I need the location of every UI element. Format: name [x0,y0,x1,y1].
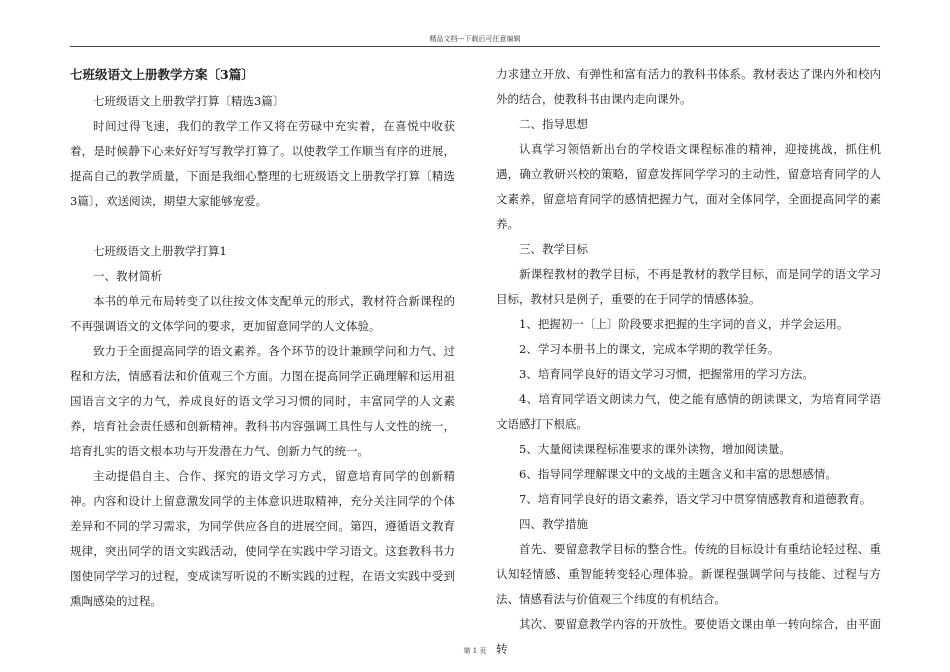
paragraph: 首先、要留意教学目标的整合性。传统的目标设计有重结论轻过程、重认知轻情感、重智能转变轻心理体验。新课程强调学问与技能、过程与方法、情感看法与价值观三个纬度的有机结合。 [496,542,881,606]
right-column [496,62,881,662]
header-divider [70,46,880,47]
plan-heading: 七班级语文上册教学打算1 [93,244,227,258]
paragraph: 本书的单元布局转变了以往按文体支配单元的形式，教材符合新课程的不再强调语文的文体学问的要求，更加留意同学的人文体验。 [70,294,455,333]
continuation-paragraph: 力求建立开放、有弹性和富有活力的教科书体系。教材表达了课内外和校内外的结合，使教科书由课内走向课外。 [496,67,881,106]
paragraph: 致力于全面提高同学的语文素养。各个环节的设计兼顾学问和力气、过程和方法，情感看法和价值观三个方面。力图在提高同学正确理解和运用祖国语言文字的力气，养成良好的语文学习习惯的同时，丰富同学的人文素养，培育社会责任感和创新精神。教科书内容强调工具性与人文性的统一，培育扎实的语文根本功与开发潜在力气、创新力气的统一。 [70,344,455,458]
goal-item: 3、培育同学良好的语文学习习惯，把握常用的学习方法。 [519,367,814,381]
paragraph: 认真学习领悟新出台的学校语文课程标准的精神，迎接挑战，抓住机遇，确立教研兴校的策略，留意发挥同学学习的主动性，留意培育同学的人文素养，留意培育同学的感情把握力气，面对全体同学，全面提高同学的素养。 [496,142,881,231]
goal-item: 4、培育同学语文朗读力气，使之能有感情的朗读课文，为培育同学语文语感打下根底。 [496,392,881,431]
goal-item: 2、学习本册书上的课文，完成本学期的教学任务。 [519,342,780,356]
document-subtitle: 七班级语文上册教学打算〔精选3篇〕 [93,94,285,108]
section-heading-guiding-ideas: 二、指导思想 [519,117,588,131]
goal-item: 1、把握初一〔上〕阶段要求把握的生字词的音义，并学会运用。 [519,317,849,331]
goal-item: 5、大量阅读课程标准要求的课外读物，增加阅读量。 [519,442,791,456]
section-heading-teaching-measures: 四、教学措施 [519,517,588,531]
goal-item: 6、指导同学理解课文中的文战的主题含义和丰富的思想感情。 [519,467,837,481]
section-heading-textbook-analysis: 一、教材简析 [93,269,162,283]
left-column [70,62,455,614]
goal-item: 7、培育同学良好的语文素养，语文学习中贯穿情感教育和道德教育。 [519,492,872,506]
paragraph: 主动提倡自主、合作、探究的语文学习方式，留意培育同学的创新精神。内容和设计上留意激发同学的主体意识进取精神，充分关注同学的个体差异和不同的学习需求，为同学供应各自的进展空间。第四，遵循语文教育规律，突出同学的语文实践活动，使同学在实践中学习语文。这套教科书力图使同学学习的过程，变成读写听说的不断实践的过程，在语文实践中受到熏陶感染的过程。 [70,469,455,608]
intro-paragraph: 时间过得飞速，我们的教学工作又将在劳碌中充实着，在喜悦中收获着，是时候静下心来好好写写教学打算了。以使教学工作顺当有序的进展，提高自己的教学质量，下面是我细心整理的七班级语文上册教学打算〔精选3篇〕，欢送阅读，期望大家能够宠爱。 [70,119,455,208]
paragraph: 新课程教材的教学目标，不再是教材的教学目标，而是同学的语文学习目标，教材只是例子，重要的在于同学的情感体验。 [496,267,881,306]
paragraph: 其次、要留意教学内容的开放性。要使语文课由单一转向综合，由平面转 [496,617,881,656]
document-title: 七班级语文上册教学方案〔3篇〕 [70,67,254,82]
section-heading-teaching-goals: 三、教学目标 [519,242,588,256]
page-number: 第 1 页 [463,647,487,655]
page-header: 精品文档---下载后可任意编辑 [429,35,521,43]
